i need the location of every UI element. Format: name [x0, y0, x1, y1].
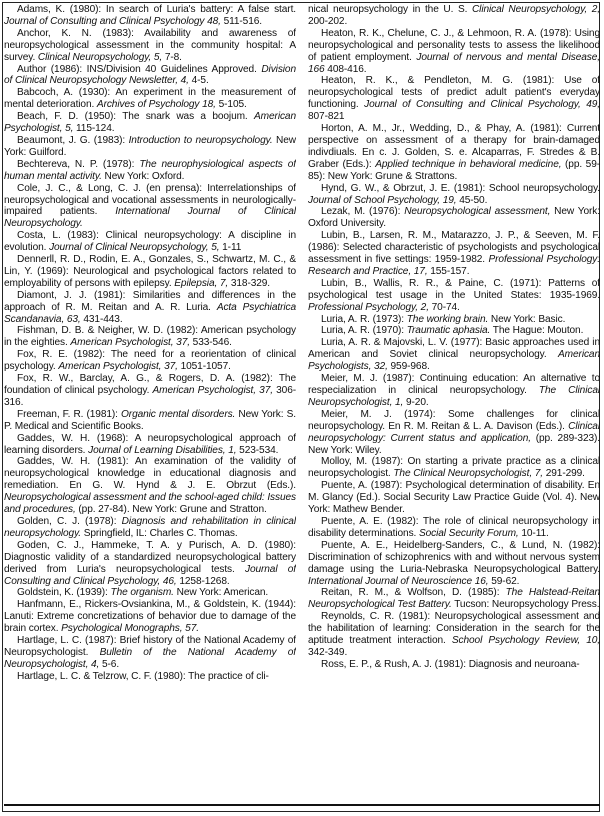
- reference-source: The working brain.: [406, 313, 489, 325]
- reference-entry: [4, 587, 296, 599]
- reference-pages: 59-62.: [488, 575, 520, 587]
- reference-text: Goden, C. J., Hammeke, T. A. y Purisch, A. D. (1980): Diagnostic validity of a standardized neuropsychological battery derived from Luria's neuropsychological tests.: [4, 539, 296, 575]
- reference-entry: [308, 587, 600, 611]
- reference-source: Clinical Neuropsychology, 2,: [471, 4, 600, 15]
- reference-entry: [308, 540, 600, 588]
- reference-text: Costa, L. (1983): Clinical neuropsychology: A discipline in evolution.: [4, 230, 296, 254]
- reference-entry: [4, 159, 296, 183]
- reference-entry: [4, 183, 296, 231]
- reference-text: Luria, A. R. & Majovski, L. V. (1977): Basic approaches used in American and Soviet clinical neuropsychology.: [308, 337, 600, 361]
- reference-text: Fishman, D. B. & Neigher, W. D. (1982): American psychology in the eighties.: [4, 325, 296, 349]
- reference-entry: [308, 516, 600, 540]
- reference-text: Anchor, K. N. (1983): Availability and awareness of neuropsychological assessment in the community hospital: A survey.: [4, 27, 296, 63]
- reference-text: Fox, R. W., Barclay, A. G., & Rogers, D. A. (1982): The foundation of clinical psychology.: [4, 373, 296, 396]
- reference-pages: 5-105.: [215, 99, 247, 111]
- reference-text: Lezak, M. (1976):: [321, 206, 405, 218]
- reference-text: Heaton, R. K., Chelune, C. J., & Lehmoon, R. A. (1978): Using neuropsychological and personality tests to assess the likelihood of patient employment.: [308, 27, 600, 63]
- reference-entry: [4, 111, 296, 135]
- reference-entry: [4, 4, 296, 28]
- reference-pages: 1051-1057.: [177, 361, 231, 373]
- reference-source: Introduction to neuropsychology.: [128, 134, 273, 146]
- reference-source: Journal of Consulting and Clinical Psychology 48,: [4, 15, 221, 27]
- reference-pages: New York: S. P. Medical and Scientific Books.: [4, 408, 296, 432]
- reference-text: Hartlage, L. C. & Telzrow, C. F. (1980): The practice of cli-: [17, 670, 269, 682]
- reference-pages: New York: Guilford.: [4, 134, 296, 158]
- reference-columns: [4, 4, 600, 796]
- reference-entry: [308, 659, 600, 671]
- right-column: [308, 4, 600, 796]
- reference-source: The organism.: [110, 587, 174, 599]
- reference-text: Hynd, G. W., & Obrzut, J. E. (1981): School neuropsychology.: [321, 182, 600, 194]
- reference-text: Luria, A. R. (1970):: [321, 325, 407, 337]
- reference-entry: [308, 480, 600, 516]
- reference-pages: New York: Basic.: [488, 313, 566, 325]
- reference-entry: [308, 325, 600, 337]
- reference-pages: 4-5.: [188, 75, 209, 87]
- reference-pages: 342-349.: [308, 646, 348, 658]
- reference-pages: (pp. 59-85): New York: Grune & Strattons.: [308, 158, 600, 182]
- reference-entry: [4, 64, 296, 88]
- reference-text: Dennerll, R. D., Rodin, E. A., Gonzales, S., Schwartz, M. C., & Lin, Y. (1969): Neurological and psychological factors related to employability of persons with epilepsy.: [4, 254, 296, 289]
- reference-pages: 511-516.: [220, 15, 262, 27]
- reference-text: Molloy, M. (1987): On starting a private practice as a clinical neuropsychologist.: [308, 456, 600, 480]
- reference-entry: [308, 611, 600, 659]
- reference-pages: The Hague: Mouton.: [490, 325, 584, 337]
- reference-entry: [308, 123, 600, 183]
- reference-source: American Psychologist, 5,: [4, 111, 296, 135]
- reference-text: nical neuropsychology in the U. S.: [308, 4, 472, 15]
- reference-entry: [308, 206, 600, 230]
- reference-pages: New York: Oxford University.: [308, 206, 600, 230]
- reference-entry: [308, 373, 600, 409]
- reference-entry: [4, 254, 296, 290]
- reference-text: Goldstein, K. (1939):: [17, 587, 111, 599]
- reference-source: Journal of School Psychology, 19,: [308, 194, 457, 206]
- reference-text: Author (1986): INS/Division 40 Guidelines Approved.: [17, 63, 262, 75]
- reference-pages: 807-821: [308, 111, 345, 123]
- reference-text: Heaton, R. K., & Pendleton, M. G. (1981): Use of neuropsychological tests of predict adult patient's everyday functioning.: [308, 75, 600, 111]
- reference-pages: 1-11: [219, 242, 242, 254]
- reference-pages: 431-443.: [80, 313, 123, 325]
- reference-pages: 523-534.: [236, 444, 279, 456]
- reference-pages: 7-8.: [162, 51, 182, 63]
- reference-source: International Journal of Neuroscience 16,: [308, 575, 489, 587]
- reference-entry: [4, 671, 296, 683]
- reference-source: Epilepsia, 7,: [174, 277, 229, 289]
- reference-entry: [4, 87, 296, 111]
- reference-text: Freeman, F. R. (1981):: [17, 408, 122, 420]
- reference-entry: [308, 75, 600, 123]
- reference-source: Applied technique in behavioral medicine,: [375, 158, 562, 170]
- reference-entry: [4, 290, 296, 326]
- reference-source: Traumatic aphasia.: [406, 325, 491, 337]
- reference-pages: New York: American.: [173, 587, 269, 599]
- reference-text: Lubin, B., Wallis, R. R., & Paine, C. (1971): Patterns of psychological test usage in the United States: 1935-1969.: [308, 277, 600, 301]
- reference-text: Ross, E. P., & Rush, A. J. (1981): Diagnosis and neuroana-: [321, 658, 580, 670]
- reference-entry: [308, 183, 600, 207]
- reference-source: The Clinical Neuropsychologist, 1,: [308, 385, 600, 408]
- reference-entry: [4, 325, 296, 349]
- reference-pages: Springfield, IL: Charles C. Thomas.: [81, 527, 238, 539]
- reference-source: International Journal of Clinical Neuropsychology.: [4, 206, 296, 230]
- reference-source: Professional Psychology, 2,: [308, 301, 429, 313]
- reference-source: Division of Clinical Neuropsychology Newsletter, 4,: [4, 63, 296, 87]
- reference-source: Social Security Forum,: [418, 527, 519, 539]
- reference-text: Golden, C. J. (1978):: [17, 515, 122, 527]
- reference-source: Clinical Neuropsychology, 5,: [37, 51, 163, 63]
- reference-text: Luria, A. R. (1973):: [321, 313, 407, 325]
- reference-source: Journal of nervous and mental Disease, 166: [308, 51, 600, 75]
- reference-text: Gaddes, W. H. (1981): An examination of the validity of neuropsychological knowledge in educational diagnosis and remediation. En G. W. Hynd & J. E. Obrzut (Eds.).: [4, 456, 296, 492]
- reference-text: Beach, F. D. (1950): The snark was a boojum.: [17, 111, 255, 123]
- reference-source: Journal of Clinical Neuropsychology, 5,: [49, 242, 220, 254]
- reference-entry: [4, 635, 296, 671]
- reference-pages: 291-299.: [543, 468, 585, 480]
- reference-entry: [4, 135, 296, 159]
- reference-pages: 5-6.: [99, 658, 120, 670]
- reference-entry: [308, 4, 600, 28]
- left-column: [4, 4, 296, 796]
- reference-text: Hartlage, L. C. (1987): Brief history of the National Academy of Neuropsychologist.: [4, 635, 296, 658]
- reference-text: Meier, M. J. (1974): Some challenges for clinical neuropsychology. En R. M. Reitan & L. A. Davison (Eds.).: [308, 408, 600, 432]
- reference-pages: 115-124.: [73, 123, 115, 135]
- reference-source: Archives of Psychology 18,: [96, 99, 216, 111]
- reference-pages: (pp. 27-84). New York: Grune and Stratton.: [75, 504, 267, 516]
- reference-text: Adams, K. (1980): In search of Luria's battery: A false start.: [17, 4, 296, 15]
- reference-source: Professional Psychology: Research and Practice, 17,: [308, 254, 600, 277]
- reference-pages: 155-157.: [427, 265, 470, 277]
- reference-text: Puente, A. (1987): Psychological determination of disability. En M. Glancy (Ed.). Social Security Law Practice Guide (Vol. 4). New York: Mathew Bender.: [308, 480, 600, 516]
- reference-entry: [308, 278, 600, 314]
- reference-entry: [4, 433, 296, 457]
- reference-text: Bechtereva, N. P. (1978):: [17, 158, 140, 170]
- reference-pages: Tucson: Neuropsychology Press.: [451, 599, 600, 611]
- reference-entry: [308, 230, 600, 278]
- reference-source: American Psychologist, 37,: [152, 385, 273, 396]
- reference-text: Lubin, B., Larsen, R. M., Matarazzo, J. P., & Seeven, M. F. (1986): Selected characteristic of psychologists and psychological assessment in five settings: 1959-1982.: [308, 230, 600, 266]
- reference-source: The Halstead-Reitan Neuropsychological Test Battery.: [308, 587, 600, 611]
- reference-source: Acta Psychiatrica Scandanavia, 63,: [4, 301, 296, 325]
- reference-entry: [4, 28, 296, 64]
- reference-source: American Psychologists, 32,: [308, 349, 600, 373]
- reference-pages: 1258-1268.: [176, 575, 230, 587]
- reference-pages: 318-329.: [228, 277, 271, 289]
- reference-text: Hanfmann, E., Rickers-Ovsiankina, M., & Goldstein, K. (1944): Lanuti: Extreme concretizations of behavior due to damage of the brain cortex.: [4, 599, 296, 635]
- bottom-rule: [4, 804, 600, 806]
- reference-text: Gaddes, W. H. (1968): A neuropsychological approach of learning disorders.: [4, 432, 296, 456]
- reference-pages: (pp. 289-323). New York: Wiley.: [308, 432, 600, 456]
- reference-pages: 306-316.: [4, 385, 296, 408]
- reference-source: American Psychologist, 37,: [70, 337, 190, 349]
- reference-text: Fox, R. E. (1982): The need for a reorientation of clinical psychology.: [4, 349, 296, 373]
- reference-entry: [308, 28, 600, 76]
- reference-entry: [4, 409, 296, 433]
- reference-pages: 45-50.: [456, 194, 488, 206]
- reference-source: The Clinical Neuropsychologist, 7,: [393, 468, 544, 480]
- reference-entry: [308, 409, 600, 457]
- reference-pages: 200-202.: [308, 15, 348, 27]
- reference-text: Beaumont, J. G. (1983):: [17, 134, 129, 146]
- reference-source: School Psychology Review, 10,: [451, 635, 600, 647]
- reference-source: Journal of Consulting and Clinical Psychology, 46,: [4, 563, 296, 587]
- reference-pages: New York: Oxford.: [101, 170, 185, 182]
- reference-entry: [308, 314, 600, 326]
- reference-text: Cole, J. C., & Long, C. J. (en prensa): Interrelationships of neuropsychological and vocational assessments in neurologically-impaired patients.: [4, 182, 296, 218]
- reference-pages: 70-74.: [428, 301, 460, 313]
- reference-pages: 408-416.: [324, 63, 367, 75]
- reference-entry: [308, 456, 600, 480]
- reference-pages: 10-11.: [518, 527, 549, 539]
- reference-text: Horton, A. M., Jr., Wedding, D., & Phay, A. (1981): Current perspective on assessment of a therapy for brain-damaged indivdiuals. En c. J. Golden, S. e. Alcaparras, F. Stredes & B. Graber (Eds.):: [308, 123, 600, 170]
- reference-source: Clinical neuropsychology: Current status and application,: [308, 420, 600, 444]
- reference-source: Bulletin of the National Academy of Neuropsychologist, 4,: [4, 646, 296, 670]
- reference-source: Journal of Consulting and Clinical Psychology, 49,: [364, 99, 600, 111]
- reference-text: Babcoch, A. (1930): An experiment in the measurement of mental deterioration.: [4, 87, 296, 111]
- reference-source: Neuropsychological assessment and the school-aged child: Issues and procedures,: [4, 492, 296, 516]
- reference-text: Puente, A. E. (1982): The role of clinical neuropsychology in disability determinations.: [308, 515, 600, 539]
- reference-source: Neuropsychological assessment,: [404, 206, 551, 218]
- reference-text: Meier, M. J. (1987): Continuing education: An alternative to respecialization in clinical neuropsychology.: [308, 373, 600, 396]
- reference-entry: [4, 599, 296, 635]
- reference-entry: [4, 230, 296, 254]
- reference-pages: 9-20.: [403, 396, 429, 408]
- reference-entry: [4, 516, 296, 540]
- reference-source: Diagnosis and rehabilitation in clinical neuropsychology.: [4, 515, 296, 539]
- reference-entry: [4, 540, 296, 588]
- reference-text: Puente, A. E., Heidelberg-Sanders, C., & Lund, N. (1982): Discrimination of schizophrenics with and without nervous system damage using the Luria-Nebraska Neuropsychological Battery.: [308, 539, 600, 575]
- reference-entry: [4, 373, 296, 409]
- reference-source: The neurophysiological aspects of human mental activity.: [4, 158, 296, 182]
- reference-text: Reynolds, C. R. (1981): Neuropsychological assessment and the habilitation of learning: Consideration in the search for the aptitude treatment interaction.: [308, 611, 600, 647]
- reference-entry: [4, 349, 296, 373]
- reference-text: Reitan, R. M., & Wolfson, D. (1985):: [321, 587, 506, 599]
- reference-pages: 959-968.: [387, 361, 430, 373]
- reference-source: American Psychologist, 37,: [58, 361, 178, 373]
- reference-pages: 533-546.: [189, 337, 232, 349]
- reference-entry: [308, 337, 600, 373]
- reference-source: Organic mental disorders.: [121, 408, 236, 420]
- reference-source: Journal of Learning Disabilities, 1,: [88, 444, 237, 456]
- reference-text: Diamont, J. J. (1981): Similarities and differences in the approach of R. M. Reitan and A. R. Luria.: [4, 289, 296, 313]
- reference-source: Psychological Monographs, 57.: [61, 623, 199, 635]
- reference-entry: [4, 456, 296, 516]
